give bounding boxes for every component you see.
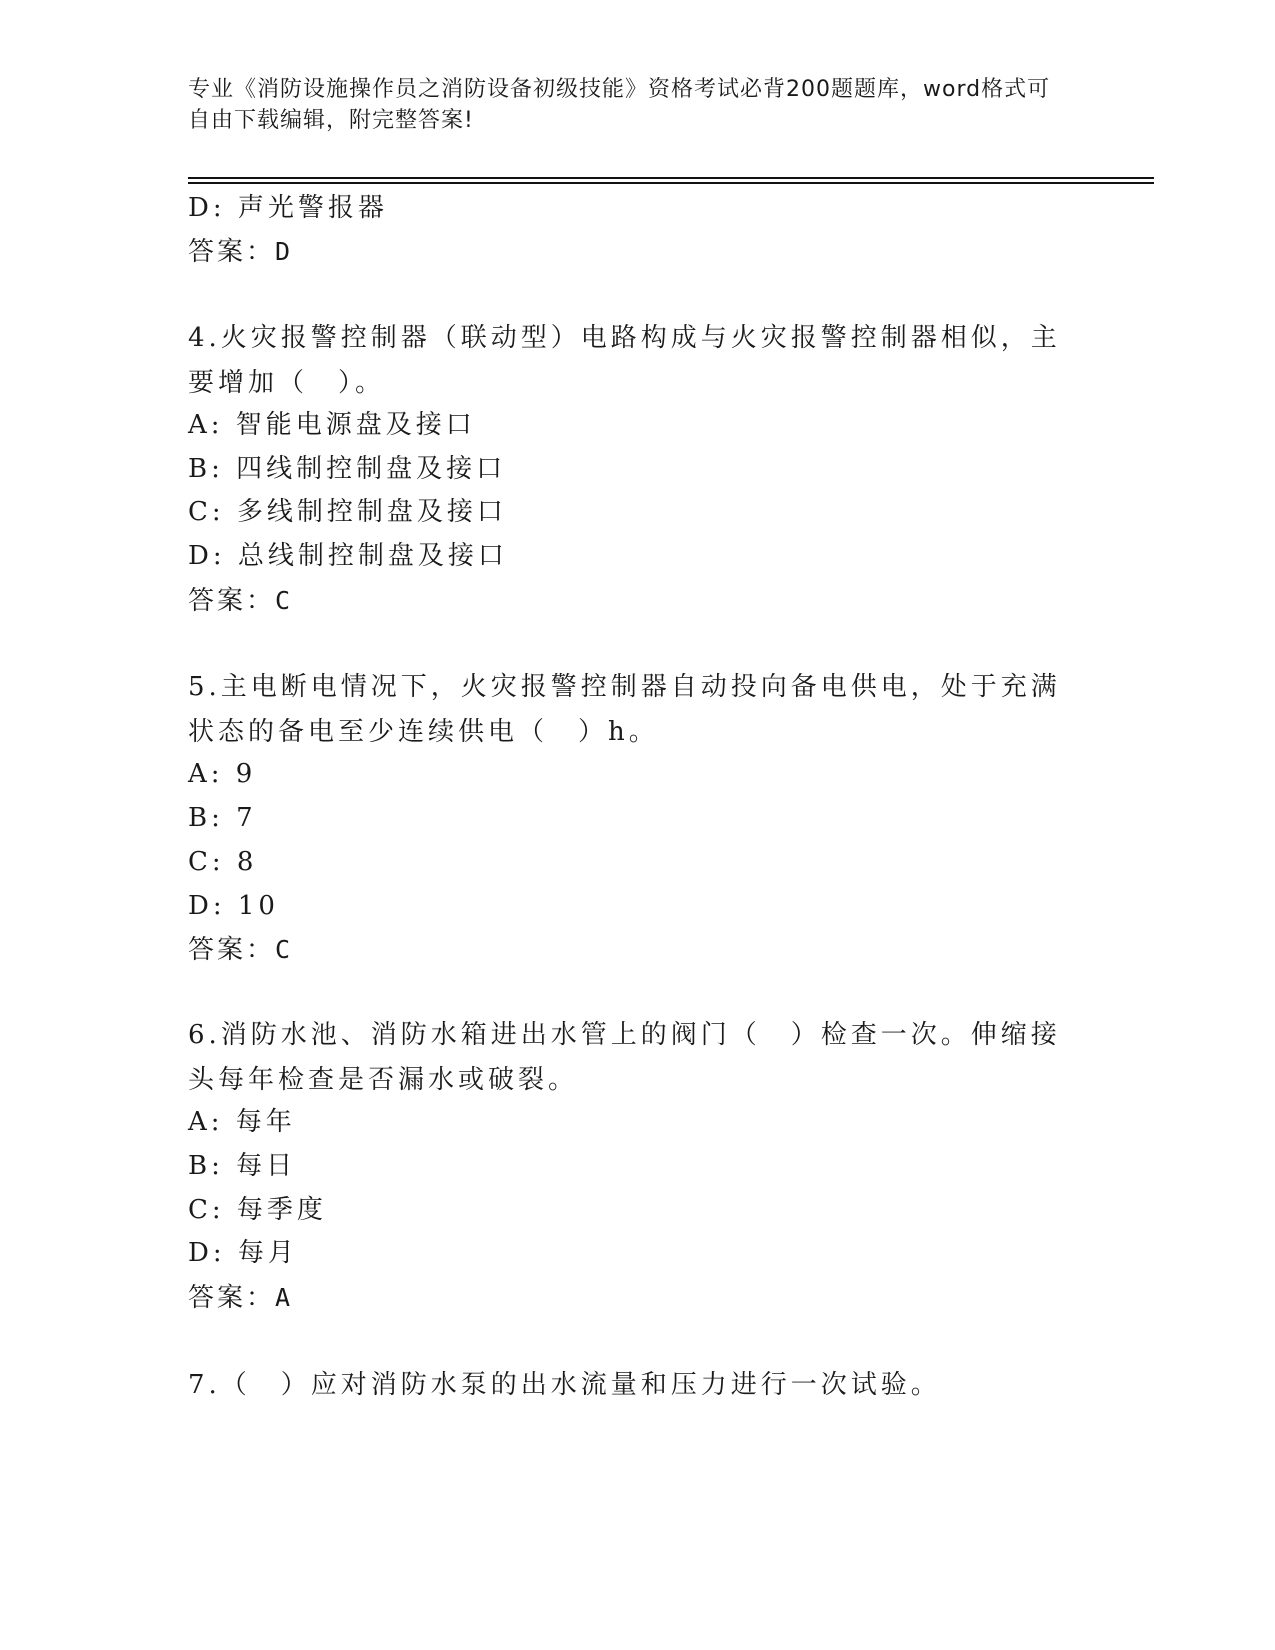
question-stem: 4.火灾报警控制器（联动型）电路构成与火灾报警控制器相似，主要增加（ ）。 (188, 323, 1061, 398)
answer-line (188, 586, 290, 616)
option-text: A: 每年 (188, 1107, 296, 1137)
answer-label: 答案： (188, 1283, 276, 1313)
answer-label: 答案： (188, 586, 276, 616)
answer-line (188, 1283, 290, 1313)
header-divider-bottom (188, 182, 1154, 184)
option-text: D: 声光警报器 (188, 193, 388, 223)
question-stem: 5.主电断电情况下，火灾报警控制器自动投向备电供电，处于充满状态的备电至少连续供电（ ）h。 (188, 672, 1061, 747)
answer-value: A (275, 1283, 291, 1312)
option-text: B: 7 (188, 803, 257, 833)
answer-label: 答案： (188, 237, 276, 267)
option-text: D: 总线制控制盘及接口 (188, 541, 508, 571)
answer-line (188, 935, 290, 965)
question-stem: 6.消防水池、消防水箱进出水管上的阀门（ ）检查一次。伸缩接头每年检查是否漏水或破裂。 (188, 1020, 1061, 1095)
question-stem: 7.（ ）应对消防水泵的出水流量和压力进行一次试验。 (188, 1370, 941, 1400)
answer-line (188, 237, 290, 267)
option-text: C: 8 (188, 847, 258, 877)
option-text: A: 智能电源盘及接口 (188, 410, 476, 440)
answer-label: 答案： (188, 935, 276, 965)
answer-value: C (275, 586, 291, 615)
header-divider-top (188, 177, 1154, 179)
option-text: D: 每月 (188, 1238, 298, 1268)
option-text: B: 每日 (188, 1151, 297, 1181)
option-text: A: 9 (188, 759, 257, 789)
option-text: C: 多线制控制盘及接口 (188, 497, 507, 527)
option-text: D: 10 (188, 891, 279, 921)
answer-value: D (275, 237, 291, 266)
option-text: B: 四线制控制盘及接口 (188, 454, 507, 484)
option-text: C: 每季度 (188, 1195, 327, 1225)
answer-value: C (275, 935, 291, 964)
document-header: 专业《消防设施操作员之消防设备初级技能》资格考试必背200题题库，word格式可自由下载编辑，附完整答案! (188, 77, 1051, 133)
